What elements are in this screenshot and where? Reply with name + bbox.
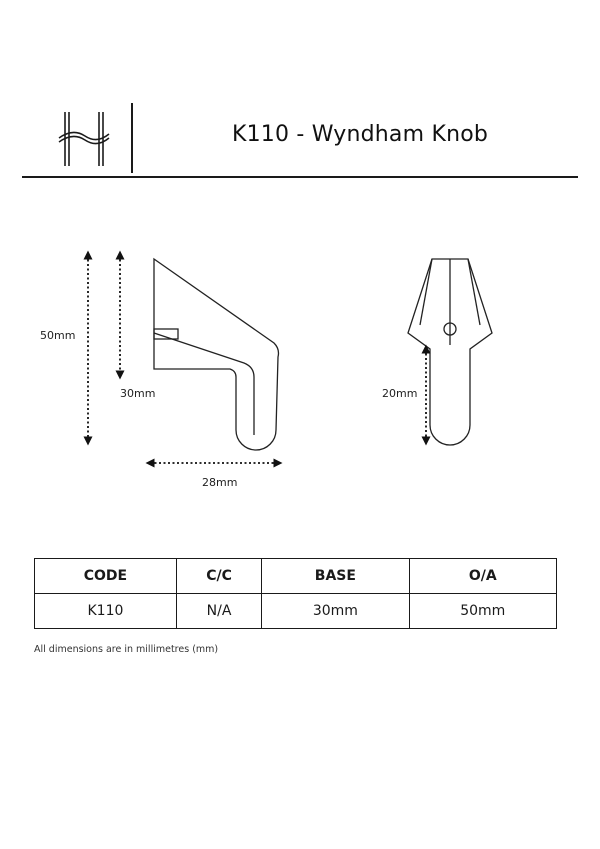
page-title: K110 - Wyndham Knob xyxy=(231,122,489,147)
header-code: CODE xyxy=(35,559,177,594)
dim-label-overall-height: 50mm xyxy=(40,329,76,342)
spec-table xyxy=(34,558,557,629)
side-view xyxy=(154,259,279,450)
cell-cc: N/A xyxy=(176,594,261,629)
header-oa: O/A xyxy=(409,559,556,594)
cell-code: K110 xyxy=(35,594,177,629)
front-view xyxy=(408,259,492,445)
dim-label-front-height: 20mm xyxy=(382,387,418,400)
table-row xyxy=(35,594,557,629)
h-monogram-icon xyxy=(55,108,115,170)
footnote: All dimensions are in millimetres (mm) xyxy=(34,644,219,655)
dim-label-depth: 28mm xyxy=(202,476,238,489)
dimension-lines xyxy=(88,255,426,463)
technical-drawing xyxy=(30,225,520,515)
header-divider xyxy=(131,103,133,173)
header-base: BASE xyxy=(262,559,409,594)
cell-oa: 50mm xyxy=(409,594,556,629)
header-rule xyxy=(22,176,578,178)
dim-label-base-height: 30mm xyxy=(120,387,156,400)
header-cc: C/C xyxy=(176,559,261,594)
cell-base: 30mm xyxy=(262,594,409,629)
table-header-row xyxy=(35,559,557,594)
